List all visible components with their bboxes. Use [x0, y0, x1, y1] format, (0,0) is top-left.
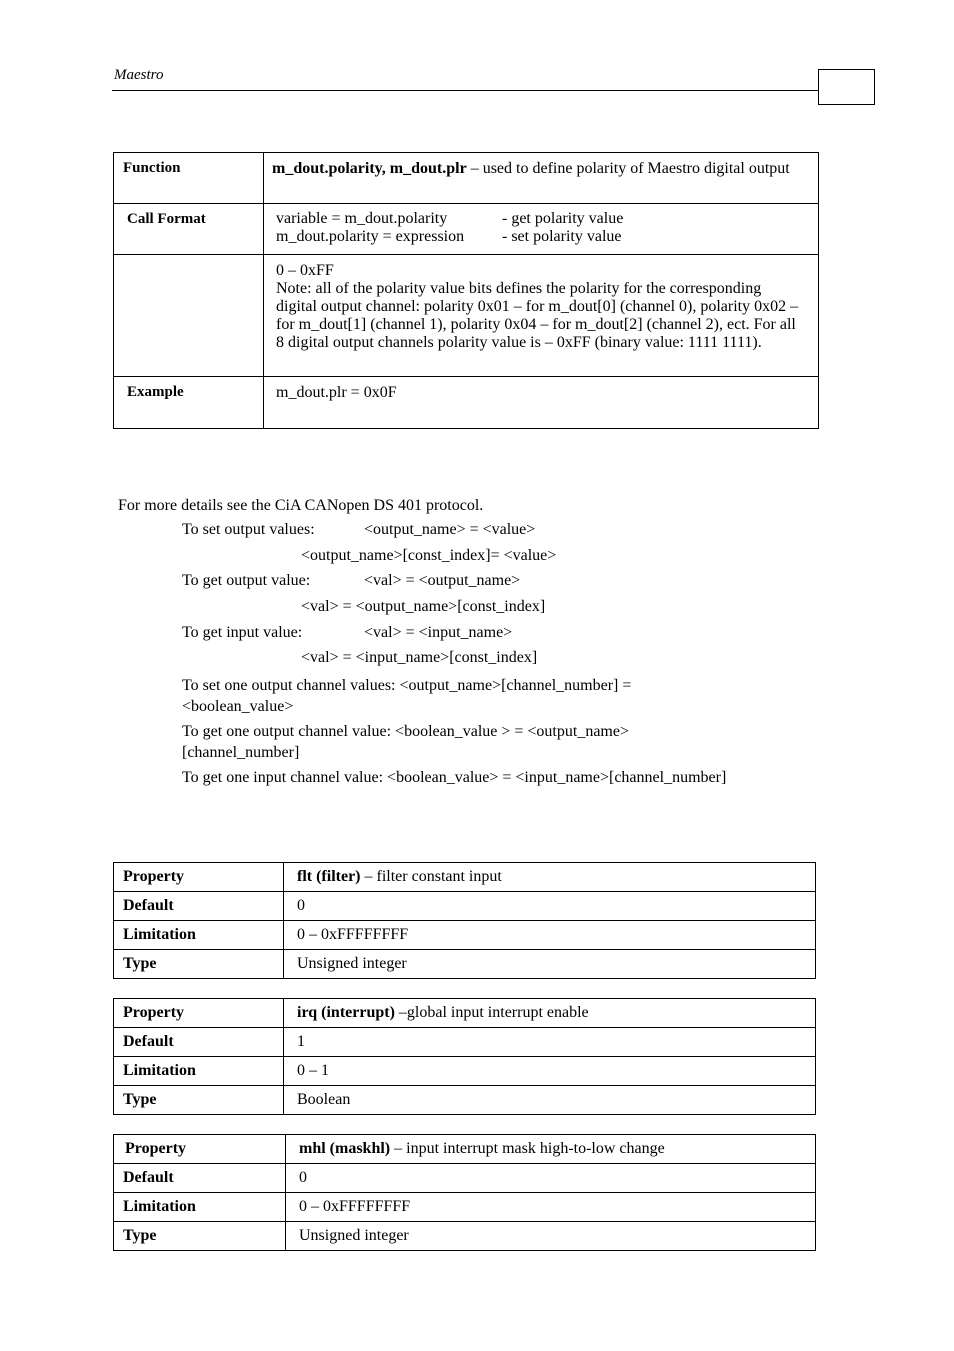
range-row [114, 255, 819, 377]
syntax-block [182, 521, 742, 792]
example-label: Example [114, 377, 264, 429]
set-output-code-1: <output_name> = <value> [364, 521, 536, 538]
range-note: Note: all of the polarity value bits defines the polarity for the corresponding digital output channel: polarity 0x01 – for m_dout[0] (channel 0), polarity 0x02 – for m_dout[1] (channel 1), polarity 0x04 – for m_dout[2] (channel 2), ect. For all 8 digital output channels polarity value is – 0xFF (binary value: 1111 1111). [276, 280, 799, 351]
get-input-code-2: <val> = <input_name>[const_index] [301, 649, 538, 667]
default-row [114, 892, 816, 921]
get-one-output-text: To get one output channel value: <boolean_value > = <output_name>[channel_number] [182, 723, 629, 762]
get-output-code-1: <val> = <output_name> [364, 572, 521, 590]
property-row [114, 863, 816, 892]
type-row [114, 1086, 816, 1115]
property-name: irq (interrupt) [297, 1004, 395, 1021]
property-name: mhl (maskhl) [299, 1140, 391, 1157]
property-desc: –global input interrupt enable [394, 1004, 589, 1021]
limitation-row [114, 1057, 816, 1086]
syntax-get-input-row [182, 624, 742, 650]
property-value [286, 1135, 816, 1164]
syntax-get-output-row-2 [182, 598, 742, 624]
type-row [114, 950, 816, 979]
intro-text: For more details see the CiA CANopen DS 401 protocol. [118, 497, 484, 514]
get-output-label: To get output value: [182, 572, 311, 590]
example-value: m_dout.plr = 0x0F [264, 377, 819, 429]
call-format-row [114, 204, 819, 255]
call-format-note-2: - set polarity value [502, 228, 622, 245]
range-text: 0 – 0xFF [276, 262, 334, 279]
type-value: Unsigned integer [286, 1222, 816, 1251]
default-value: 0 [286, 1164, 816, 1193]
default-value: 1 [284, 1028, 816, 1057]
limitation-value: 0 – 0xFFFFFFFF [286, 1193, 816, 1222]
property-desc: – input interrupt mask high-to-low change [390, 1140, 665, 1157]
set-one-output-text: To set one output channel values: <output_name>[channel_number] = <boolean_value> [182, 677, 632, 716]
function-row [114, 153, 819, 204]
syntax-get-input-row-2 [182, 649, 742, 675]
type-value: Unsigned integer [284, 950, 816, 979]
syntax-set-output-row [182, 521, 742, 547]
type-label: Type [114, 950, 284, 979]
limitation-label: Limitation [114, 1057, 284, 1086]
limitation-value: 0 – 0xFFFFFFFF [284, 921, 816, 950]
range-value [264, 255, 819, 377]
property-row [114, 1135, 816, 1164]
call-format-code-2: m_dout.polarity = expression [276, 228, 465, 245]
type-row [114, 1222, 816, 1251]
property-label: Property [114, 863, 284, 892]
function-label: Function [114, 153, 264, 204]
call-format-note-1: - get polarity value [502, 210, 624, 227]
property-table-mhl [113, 1134, 816, 1251]
call-format-label: Call Format [114, 204, 264, 255]
example-row [114, 377, 819, 429]
header-rule [112, 90, 819, 91]
property-row [114, 999, 816, 1028]
property-value [284, 863, 816, 892]
type-label: Type [114, 1086, 284, 1115]
property-label: Property [114, 999, 284, 1028]
function-desc: – used to define polarity of Maestro digital output [466, 160, 790, 177]
default-label: Default [114, 892, 284, 921]
property-value [284, 999, 816, 1028]
property-name: flt (filter) [297, 868, 361, 885]
property-table-flt [113, 862, 816, 979]
limitation-label: Limitation [114, 921, 284, 950]
call-format-value [264, 204, 819, 255]
function-table [113, 152, 819, 429]
get-input-label: To get input value: [182, 623, 303, 641]
get-output-code-2: <val> = <output_name>[const_index] [301, 598, 546, 616]
set-output-label: To set output values: [182, 521, 315, 538]
type-label: Type [114, 1222, 286, 1251]
function-value [264, 153, 819, 204]
range-label-empty [114, 255, 264, 377]
header-title: Maestro [114, 67, 164, 83]
property-table-irq [113, 998, 816, 1115]
property-label: Property [114, 1135, 286, 1164]
call-format-line1 [276, 210, 810, 228]
limitation-value: 0 – 1 [284, 1057, 816, 1086]
limitation-row [114, 1193, 816, 1222]
get-input-code-1: <val> = <input_name> [364, 623, 513, 641]
default-label: Default [114, 1164, 286, 1193]
default-label: Default [114, 1028, 284, 1057]
property-desc: – filter constant input [360, 868, 502, 885]
set-output-code-2: <output_name>[const_index]= <value> [301, 546, 557, 564]
call-format-line2 [276, 228, 810, 246]
function-name: m_dout.polarity, m_dout.plr [272, 160, 467, 177]
syntax-get-output-row [182, 572, 742, 598]
limitation-row [114, 921, 816, 950]
get-one-input-text: To get one input channel value: <boolean_value> = <input_name>[channel_number] [182, 769, 727, 787]
limitation-label: Limitation [114, 1193, 286, 1222]
default-row [114, 1164, 816, 1193]
type-value: Boolean [284, 1086, 816, 1115]
page-number-box [818, 69, 875, 105]
default-value: 0 [284, 892, 816, 921]
default-row [114, 1028, 816, 1057]
call-format-code-1: variable = m_dout.polarity [276, 210, 448, 227]
syntax-set-output-row-2 [182, 547, 742, 573]
